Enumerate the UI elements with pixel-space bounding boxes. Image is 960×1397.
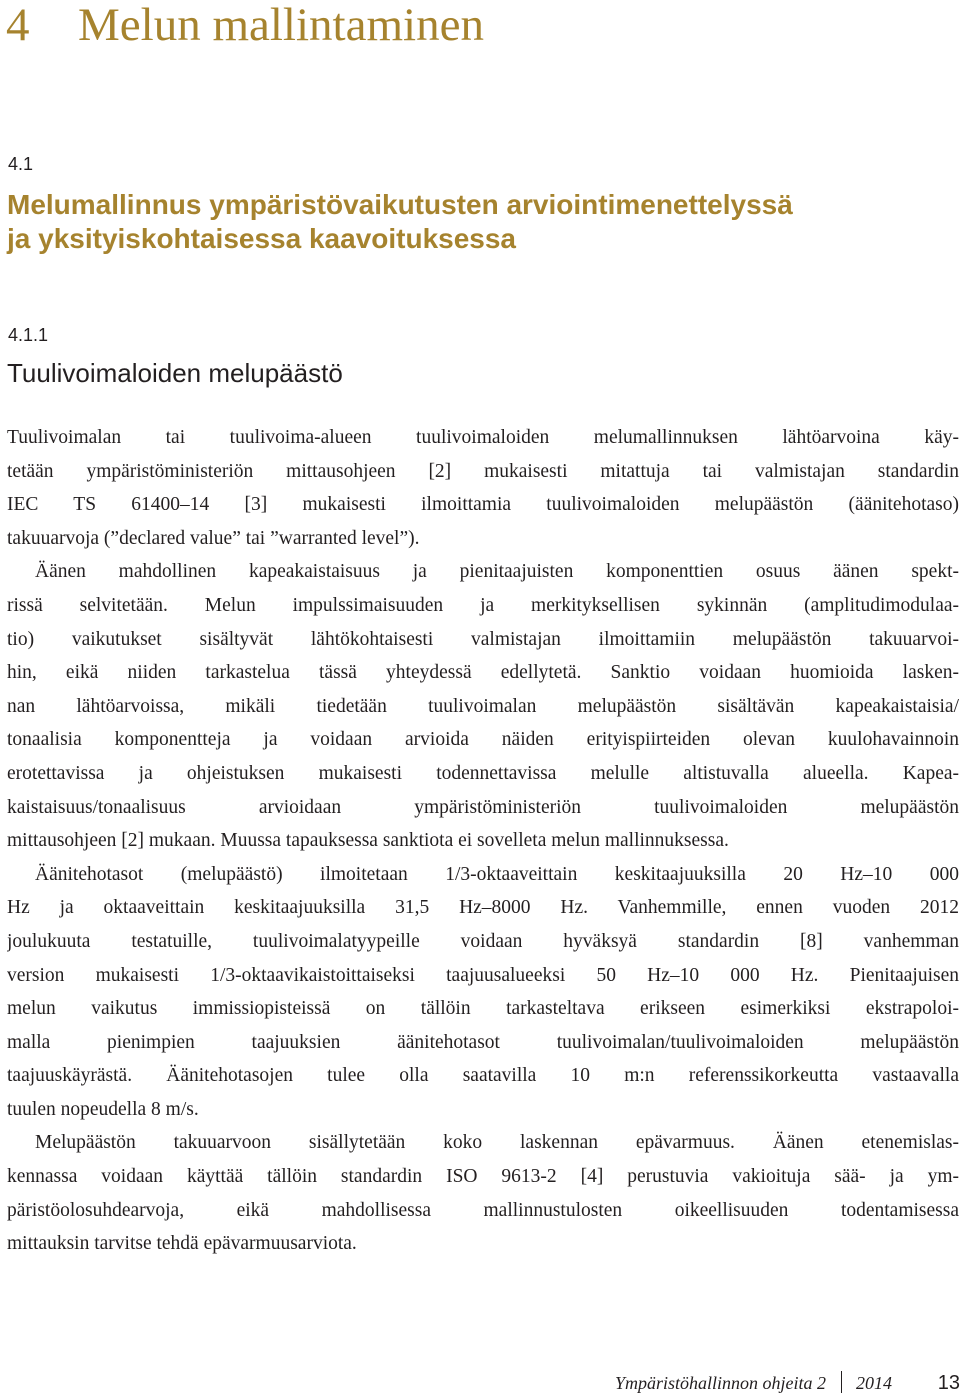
text-line: tetään ympäristöministeriön mittausohjeen [2] mukaisesti mitattuja tai valmistajan standardin xyxy=(7,460,959,482)
footer xyxy=(615,1371,892,1395)
text-line: Äänen mahdollinen kapeakaistaisuus ja pienitaajuisten komponenttien osuus äänen spekt- xyxy=(35,561,959,583)
text-line: IEC TS 61400‒14 [3] mukaisesti ilmoittamia tuulivoimaloiden melupäästön (äänitehotaso) xyxy=(7,494,959,516)
footer-publication: Ympäristöhallinnon ohjeita xyxy=(614,1373,813,1393)
paragraph-2 xyxy=(7,555,959,857)
text-line: mittausohjeen [2] mukaan. Muussa tapauksessa sanktiota ei sovelleta melun mallinnuksessa. xyxy=(7,830,729,852)
text-line: Hz ja oktaaveittain keskitaajuuksilla 31,5 Hz‒8000 Hz. Vanhemmille, ennen vuoden 2012 xyxy=(7,897,959,919)
text-line: mittauksin tarvitse tehdä epävarmuusarviota. xyxy=(7,1233,357,1255)
chapter-title xyxy=(6,0,484,50)
page-number: 13 xyxy=(937,1372,960,1394)
text-line: hin, eikä niiden tarkastelua tässä yhteydessä edellytetä. Sanktio voidaan huomioida lasken- xyxy=(7,662,959,684)
footer-issue: 2 xyxy=(817,1373,826,1393)
text-line: version mukaisesti 1/3-oktaavikaistoittaiseksi taajuusalueeksi 50 Hz‒10 000 Hz. Pienitaajuisen xyxy=(7,964,959,986)
section-title-line-1: Melumallinnus ympäristövaikutusten arviointimenettelyssä xyxy=(7,189,793,220)
paragraph-3 xyxy=(7,858,959,1127)
paragraph-1 xyxy=(7,421,959,555)
subsection-title: Tuulivoimaloiden melupäästö xyxy=(7,358,343,388)
chapter-title-text: Melun mallintaminen xyxy=(78,0,484,51)
text-line: Äänitehotasot (melupäästö) ilmoitetaan 1/3-oktaaveittain keskitaajuuksilla 20 Hz‒10 000 xyxy=(35,863,959,885)
text-line: taajuuskäyrästä. Äänitehotasojen tulee olla saatavilla 10 m:n referenssikorkeutta vastaavalla xyxy=(7,1065,959,1087)
paragraph-4 xyxy=(7,1126,959,1260)
section-number: 4.1 xyxy=(8,154,34,174)
body-text xyxy=(7,421,959,1261)
text-line: Melupäästön takuuarvoon sisällytetään koko laskennan epävarmuus. Äänen etenemislas- xyxy=(35,1132,959,1154)
text-line: Tuulivoimalan tai tuulivoima-alueen tuulivoimaloiden melumallinnuksen lähtöarvoina käy- xyxy=(7,427,959,448)
text-line: melun vaikutus immissiopisteissä on tällöin tarkasteltava erikseen esimerkiksi ekstrapoloi- xyxy=(7,998,959,1020)
section-title xyxy=(7,188,793,256)
text-line: tuulen nopeudella 8 m/s. xyxy=(7,1098,199,1120)
text-line: päristöolosuhdearvoja, eikä mahdollisessa mallinnustulosten oikeellisuuden todentamisessa xyxy=(7,1199,959,1221)
text-line: joulukuuta testatuille, tuulivoimalatyypeille voidaan hyväksyä standardin [8] vanhemman xyxy=(7,930,959,952)
text-line: kaistaisuus/tonaalisuus arvioidaan ympäristöministeriön tuulivoimaloiden melupäästön xyxy=(7,796,959,818)
text-line: erotettavissa ja ohjeistuksen mukaisesti todennettavissa melulle altistuvalla alueella. Kapea- xyxy=(7,762,959,784)
subsection-number: 4.1.1 xyxy=(8,325,49,345)
text-line: tonaalisia komponentteja ja voidaan arvioida näiden erityispiirteiden olevan kuulohavainnoin xyxy=(7,729,959,751)
text-line: kennassa voidaan käyttää tällöin standardin ISO 9613-2 [4] perustuvia vakioituja sää- ja ym- xyxy=(7,1166,959,1188)
footer-year: 2014 xyxy=(856,1373,892,1393)
text-line: rissä selvitetään. Melun impulssimaisuuden ja merkityksellisen sykinnän (amplitudimodulaa- xyxy=(7,594,959,616)
text-line: nan lähtöarvoissa, mikäli tiedetään tuulivoimalan melupäästön sisältävän kapeakaistaisia/ xyxy=(7,695,959,717)
section-title-line-2: ja yksityiskohtaisessa kaavoituksessa xyxy=(7,223,517,254)
text-line: malla pienimpien taajuuksien äänitehotasot tuulivoimalan/tuulivoimaloiden melupäästön xyxy=(7,1031,959,1053)
text-line: takuuarvoja (”declared value” tai ”warranted level”). xyxy=(7,527,420,549)
text-line: tio) vaikutukset sisältyvät lähtökohtaisesti valmistajan ilmoittamiin melupäästön takuuarvoi- xyxy=(7,628,959,650)
footer-divider xyxy=(841,1371,842,1393)
chapter-number: 4 xyxy=(6,0,30,51)
